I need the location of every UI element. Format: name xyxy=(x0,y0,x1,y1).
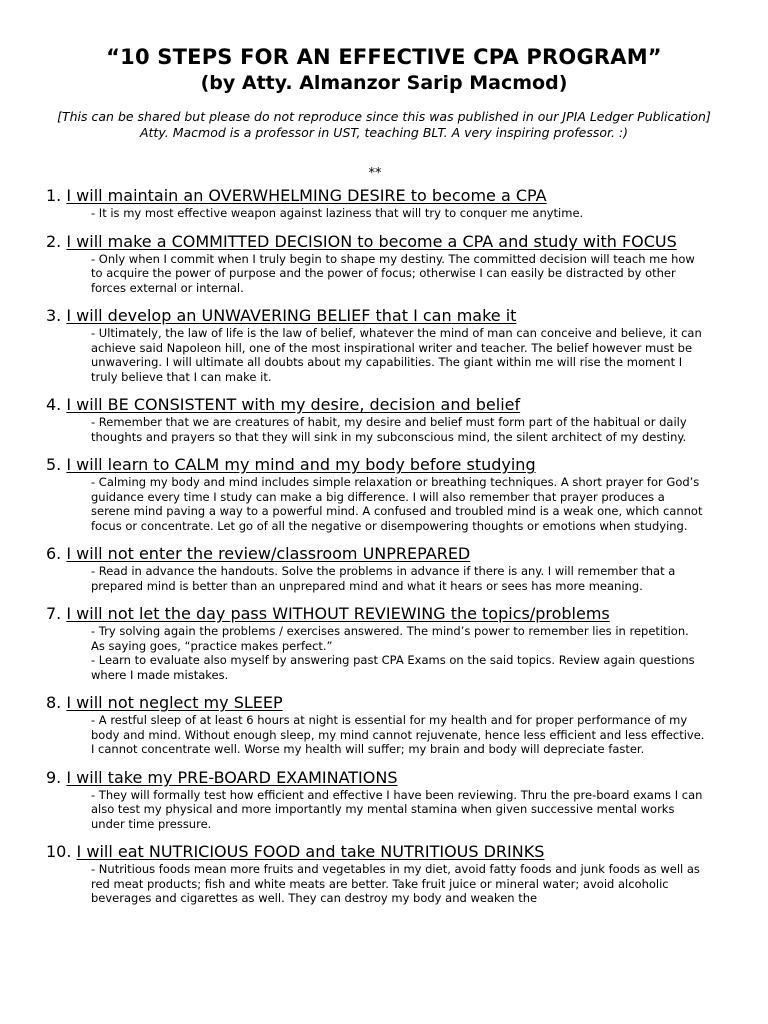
step-description xyxy=(91,326,706,384)
step-paragraph: - Try solving again the problems / exercises answered. The mind’s power to remember lies in repetition. As saying goes, “practice makes perfect.” xyxy=(91,624,689,653)
step-number: 7. xyxy=(46,604,62,623)
step-paragraph: - Ultimately, the law of life is the law of belief, whatever the mind of man can conceive and believe, it can achieve said Napoleon hill, one of the most inspirational writer and teacher. The belief however must be unwavering. I will ultimate all doubts about my capabilities. The giant within me will rise the moment I truly believe that I can make it. xyxy=(91,326,702,384)
step-item xyxy=(46,232,706,296)
step-paragraph: - Nutritious foods mean more fruits and vegetables in my diet, avoid fatty foods and junk foods as well as red meat products; fish and white meats are better. Take fruit juice or mineral water; avoid alcoholic beverages and cigarettes as well. They can destroy my body and weaken the xyxy=(91,862,700,905)
step-heading-text: I will maintain an OVERWHELMING DESIRE to become a CPA xyxy=(66,186,547,205)
steps-list xyxy=(46,186,706,917)
step-heading xyxy=(46,186,706,206)
step-heading xyxy=(46,455,706,475)
step-heading-text: I will not enter the review/classroom UNPREPARED xyxy=(66,544,471,563)
step-paragraph: - Remember that we are creatures of habit, my desire and belief must form part of the habitual or daily thoughts and prayers so that they will sink in my subconscious mind, the silent architect of my destiny. xyxy=(91,415,687,444)
step-number: 10. xyxy=(46,842,72,861)
step-description xyxy=(91,624,706,682)
step-paragraph: - It is my most effective weapon against laziness that will try to conquer me anytime. xyxy=(91,206,584,220)
step-heading xyxy=(46,544,706,564)
document-title: “10 STEPS FOR AN EFFECTIVE CPA PROGRAM” xyxy=(106,45,662,69)
step-description xyxy=(91,206,706,221)
step-description xyxy=(91,415,706,444)
step-paragraph: - Only when I commit when I truly begin to shape my destiny. The committed decision will teach me how to acquire the power of purpose and the power of focus; otherwise I can easily be distracted by other forces external or internal. xyxy=(91,251,695,295)
step-number: 9. xyxy=(46,767,62,787)
step-heading xyxy=(46,232,706,252)
step-number: 4. xyxy=(46,395,62,414)
step-paragraph: - A restful sleep of at least 6 hours at night is essential for my health and for proper performance of my body and mind. Without enough sleep, my mind cannot rejuvenate, hence less efficient and less effective. I cannot concentrate well. Worse my health will suffer; my brain and body will depreciate faster. xyxy=(91,713,705,756)
step-heading xyxy=(46,768,706,788)
step-item xyxy=(46,544,706,593)
step-item xyxy=(46,306,706,384)
step-number: 5. xyxy=(46,455,62,474)
step-paragraph: - Learn to evaluate also myself by answering past CPA Exams on the said topics. Review again questions where I made mistakes. xyxy=(91,653,695,682)
step-heading xyxy=(46,395,706,415)
step-heading xyxy=(46,306,706,326)
step-heading-text: I will eat NUTRICIOUS FOOD and take NUTRITIOUS DRINKS xyxy=(76,842,545,861)
step-heading-text: I will not let the day pass WITHOUT REVIEWING the topics/problems xyxy=(66,604,610,623)
step-item xyxy=(46,455,706,533)
step-description xyxy=(91,475,706,533)
step-item xyxy=(46,186,706,221)
step-heading-text: I will BE CONSISTENT with my desire, decision and belief xyxy=(66,395,521,414)
step-number: 2. xyxy=(46,231,62,251)
step-number: 3. xyxy=(46,306,62,325)
publication-note-line: [This can be shared but please do not reproduce since this was published in our JPIA Ledger Publication] xyxy=(57,109,711,124)
step-description xyxy=(91,788,706,832)
step-description xyxy=(91,564,706,593)
step-heading-text: I will learn to CALM my mind and my body before studying xyxy=(66,455,536,474)
step-heading-text: I will not neglect my SLEEP xyxy=(66,693,283,712)
author-note-line: Atty. Macmod is a professor in UST, teaching BLT. A very inspiring professor. :) xyxy=(139,124,629,140)
document-subtitle: (by Atty. Almanzor Sarip Macmod) xyxy=(200,72,568,94)
step-heading-text: I will make a COMMITTED DECISION to become a CPA and study with FOCUS xyxy=(66,231,677,251)
step-item xyxy=(46,604,706,682)
step-paragraph: - Read in advance the handouts. Solve the problems in advance if there is any. I will remember that a prepared mind is better than an unprepared mind and what it hears or sees has more meaning. xyxy=(91,564,676,593)
step-paragraph: - Calming my body and mind includes simple relaxation or breathing techniques. A short prayer for God’s guidance every time I study can make a big difference. I will also remember that prayer produces a serene mind paving a way to a powerful mind. A confused and troubled mind is a weak one, which cannot focus or concentrate. Let go of all the negative or disempowering thoughts or emotions when studying. xyxy=(91,475,703,533)
step-item xyxy=(46,693,706,757)
step-paragraph: - They will formally test how efficient and effective I have been reviewing. Thru the pre-board exams I can also test my physical and more importantly my mental stamina when given successive mental works under time pressure. xyxy=(91,787,703,831)
step-number: 8. xyxy=(46,693,62,712)
publication-note xyxy=(40,109,728,140)
step-description xyxy=(91,862,706,906)
step-item xyxy=(46,395,706,444)
separator: ** xyxy=(368,166,382,181)
step-number: 6. xyxy=(46,544,62,563)
step-item xyxy=(46,842,706,906)
step-heading xyxy=(46,604,706,624)
step-heading xyxy=(46,842,706,862)
step-heading-text: I will take my PRE-BOARD EXAMINATIONS xyxy=(66,767,398,787)
step-item xyxy=(46,768,706,832)
step-heading xyxy=(46,693,706,713)
step-description xyxy=(91,252,706,296)
step-heading-text: I will develop an UNWAVERING BELIEF that I can make it xyxy=(66,306,517,325)
step-description xyxy=(91,713,706,757)
step-number: 1. xyxy=(46,186,62,205)
